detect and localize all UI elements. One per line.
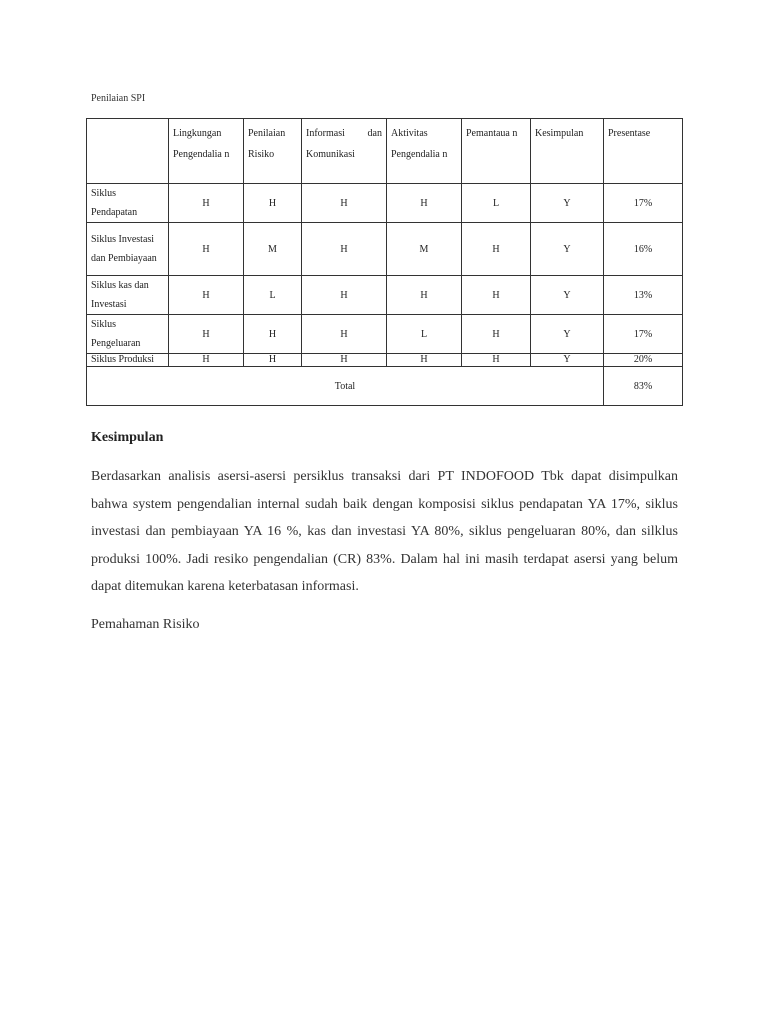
table-cell: H <box>302 223 387 276</box>
table-cell: Y <box>531 315 604 354</box>
header-cell: Aktivitas Pengendalia n <box>387 119 462 184</box>
table-cell: H <box>169 184 244 223</box>
header-cell: Pemantaua n <box>462 119 531 184</box>
percentage-cell: 17% <box>604 315 683 354</box>
table-cell: H <box>462 276 531 315</box>
row-label: Siklus Investasi dan Pembiayaan <box>87 223 169 276</box>
table-cell: H <box>387 354 462 367</box>
spi-assessment-table <box>86 118 683 406</box>
table-cell: Y <box>531 223 604 276</box>
table-cell: H <box>169 315 244 354</box>
table-row <box>87 223 683 276</box>
table-cell: H <box>462 354 531 367</box>
table-header-row <box>87 119 683 184</box>
table-row <box>87 354 683 367</box>
table-cell: L <box>462 184 531 223</box>
table-cell: M <box>387 223 462 276</box>
table-cell: H <box>462 315 531 354</box>
total-row <box>87 367 683 406</box>
conclusion-paragraph: Berdasarkan analisis asersi-asersi persiklus transaksi dari PT INDOFOOD Tbk dapat disimpulkan bahwa system pengendalian internal sudah baik dengan komposisi siklus pendapatan YA 17%, siklus investasi dan pembiayaan YA 16 %, kas dan investasi YA 80%, siklus pengeluaran 80%, dan silklus produksi 100%. Jadi resiko pengendalian (CR) 83%. Dalam hal ini masih terdapat asersi yang belum dapat ditemukan karena keterbatasan informasi. <box>91 469 678 594</box>
table-cell: H <box>244 354 302 367</box>
header-cell: Presentase <box>604 119 683 184</box>
table-cell: H <box>387 184 462 223</box>
table-cell: H <box>302 315 387 354</box>
percentage-cell: 20% <box>604 354 683 367</box>
table-cell: H <box>244 315 302 354</box>
row-label: Siklus Pengeluaran <box>87 315 169 354</box>
header-cell: Informasi dan Komunikasi <box>302 119 387 184</box>
table-cell: H <box>169 276 244 315</box>
table-cell: H <box>462 223 531 276</box>
table-row <box>87 184 683 223</box>
header-cell-empty <box>87 119 169 184</box>
percentage-cell: 17% <box>604 184 683 223</box>
percentage-cell: 13% <box>604 276 683 315</box>
table-cell: M <box>244 223 302 276</box>
total-label: Total <box>87 367 604 406</box>
table-cell: H <box>169 354 244 367</box>
section-heading-pemahaman-risiko: Pemahaman Risiko <box>91 617 200 632</box>
row-label: Siklus Produksi <box>87 354 169 367</box>
header-cell: Lingkungan Pengendalia n <box>169 119 244 184</box>
table-cell: H <box>302 354 387 367</box>
table-row <box>87 276 683 315</box>
percentage-cell: 16% <box>604 223 683 276</box>
row-label: Siklus kas dan Investasi <box>87 276 169 315</box>
table-caption: Penilaian SPI <box>91 93 146 104</box>
header-cell: Kesimpulan <box>531 119 604 184</box>
header-cell: Penilaian Risiko <box>244 119 302 184</box>
table-cell: L <box>387 315 462 354</box>
table-cell: H <box>169 223 244 276</box>
total-percentage: 83% <box>604 367 683 406</box>
table-cell: Y <box>531 276 604 315</box>
table-cell: L <box>244 276 302 315</box>
table-cell: H <box>244 184 302 223</box>
table-cell: H <box>302 276 387 315</box>
table-cell: H <box>302 184 387 223</box>
section-heading-kesimpulan: Kesimpulan <box>91 430 164 445</box>
table-row <box>87 315 683 354</box>
table-cell: Y <box>531 184 604 223</box>
table-cell: H <box>387 276 462 315</box>
row-label: Siklus Pendapatan <box>87 184 169 223</box>
table-cell: Y <box>531 354 604 367</box>
